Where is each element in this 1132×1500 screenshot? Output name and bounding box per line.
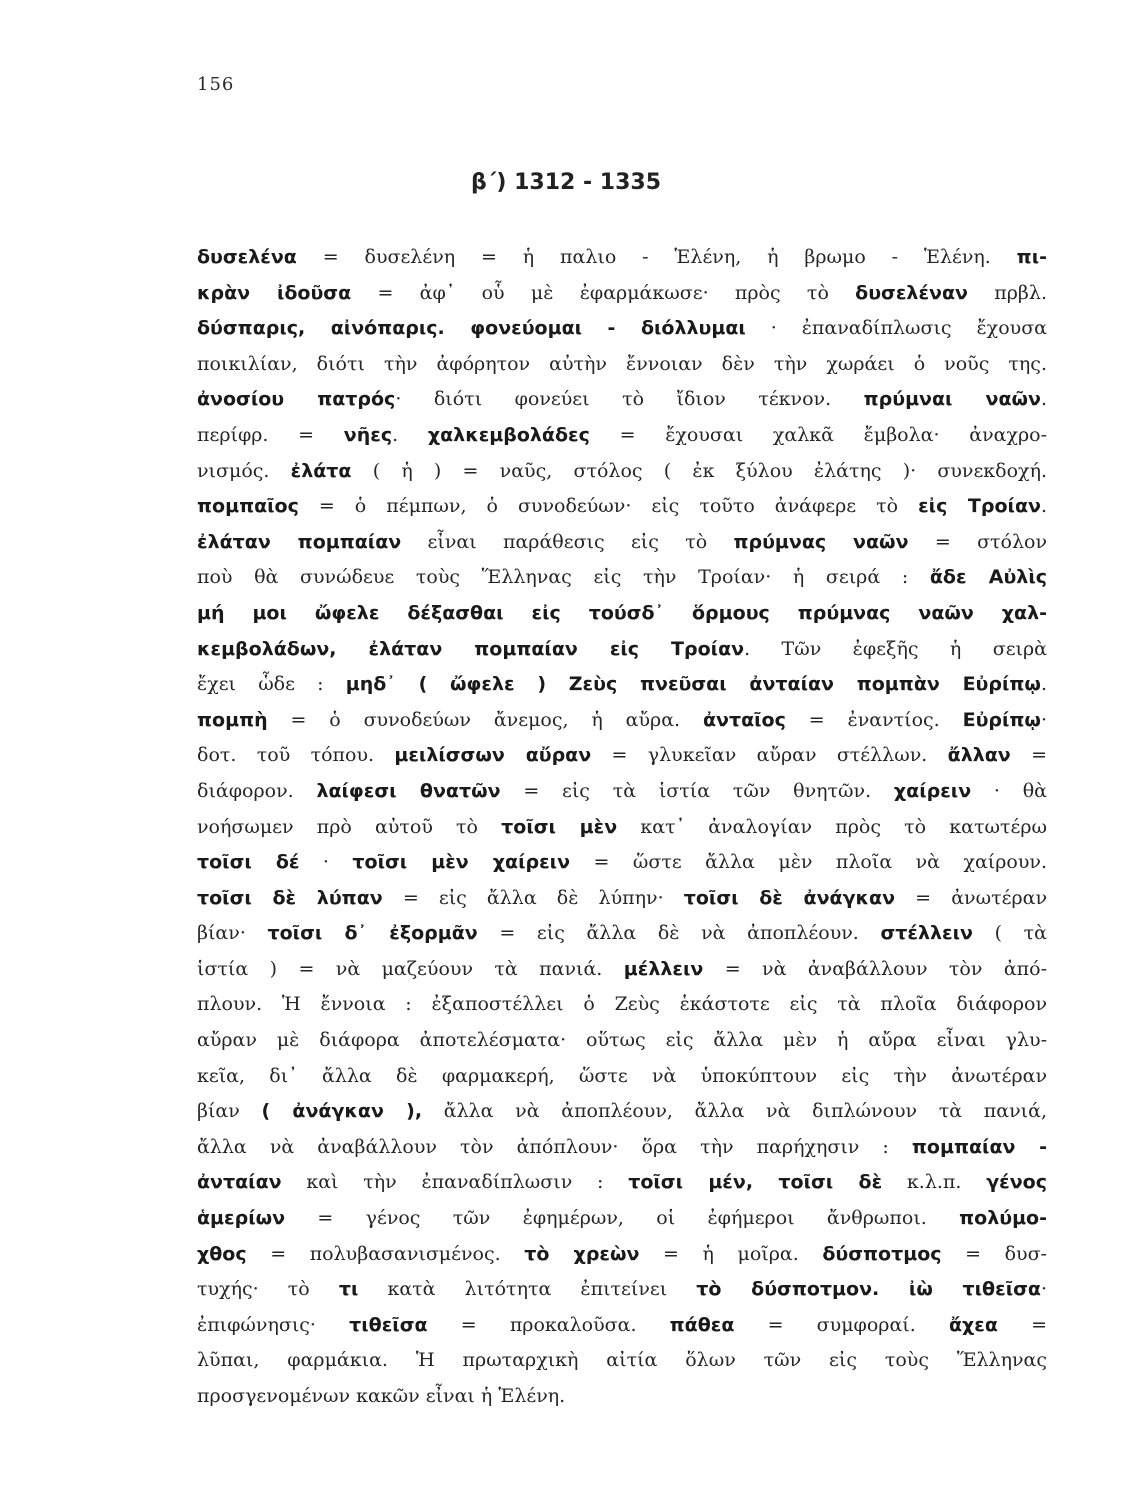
gloss-text: βίαν· bbox=[197, 922, 268, 945]
gloss-text: = bbox=[997, 1313, 1047, 1336]
gloss-text: · bbox=[1040, 708, 1047, 731]
gloss-text: κατὰ λιτότητα ἐπιτείνει bbox=[358, 1278, 697, 1301]
lemma-term: πομπὴ bbox=[197, 708, 268, 731]
gloss-text: ( ἡ ) = ναῦς, στόλος ( ἐκ ξύλου ἐλάτης )· συνεκδοχή. bbox=[351, 459, 1047, 482]
lemma-term: πάθεα bbox=[669, 1313, 735, 1336]
lemma-term: τοῖσι μέν, τοῖσι δὲ bbox=[628, 1171, 883, 1194]
gloss-text: = εἰς τὰ ἱστία τῶν θνητῶν. bbox=[500, 779, 894, 802]
text-line bbox=[197, 774, 1047, 810]
lemma-term: ἁμερίων bbox=[197, 1207, 286, 1230]
gloss-text: = bbox=[1010, 744, 1047, 767]
lemma-term: δύσποτμος bbox=[822, 1242, 942, 1265]
gloss-text: πρβλ. bbox=[967, 281, 1047, 304]
lemma-term: τοῖσι δὲ λύπαν bbox=[197, 886, 383, 909]
gloss-text: καὶ τὴν ἐπαναδίπλωσιν : bbox=[281, 1171, 629, 1194]
lemma-term: δυσελένα bbox=[197, 246, 297, 268]
gloss-text: = δυσελένη = ἡ παλιο - Ἑλένη, ἡ βρωμο - Ἑλένη. bbox=[296, 246, 1017, 268]
gloss-text: ἐπιφώνησις· bbox=[197, 1313, 350, 1336]
text-line bbox=[197, 418, 1047, 454]
lemma-term: χθος bbox=[197, 1242, 247, 1265]
text-line bbox=[197, 987, 1047, 1023]
gloss-text: . bbox=[1040, 673, 1047, 696]
gloss-text: βίαν bbox=[197, 1100, 262, 1123]
gloss-text: προσγενομένων κακῶν εἶναι ἡ Ἑλένη. bbox=[197, 1385, 566, 1407]
gloss-text: εἶναι παράθεσις εἰς τὸ bbox=[401, 530, 734, 553]
gloss-text: περίφρ. = bbox=[197, 423, 344, 446]
lemma-term: τι bbox=[338, 1278, 359, 1301]
gloss-text: = ὁ συνοδεύων ἄνεμος, ἡ αὔρα. bbox=[267, 708, 703, 731]
lemma-term: μειλίσσων αὔραν bbox=[394, 744, 592, 767]
lemma-term: τοῖσι δέ bbox=[197, 851, 300, 874]
gloss-text: . Τῶν ἐφεξῆς ἡ σειρὰ bbox=[744, 637, 1047, 660]
lemma-term: τοῖσι δ᾽ ἐξορμᾶν bbox=[267, 922, 478, 945]
gloss-text: . bbox=[1040, 495, 1047, 518]
gloss-text: · ἐπαναδίπλωσις ἔχουσα bbox=[745, 317, 1047, 340]
gloss-text: · bbox=[1040, 1278, 1047, 1301]
text-line bbox=[197, 1165, 1047, 1201]
gloss-text: νισμός. bbox=[197, 459, 291, 482]
text-line bbox=[197, 1023, 1047, 1059]
lemma-term: Εὐρίπῳ bbox=[962, 708, 1041, 731]
lemma-term: λαίφεσι θνατῶν bbox=[316, 779, 501, 802]
text-line bbox=[197, 881, 1047, 917]
gloss-text: . bbox=[392, 423, 428, 446]
gloss-text: νοήσωμεν πρὸ αὐτοῦ τὸ bbox=[197, 815, 502, 838]
lemma-term: γένος bbox=[986, 1171, 1047, 1194]
text-line bbox=[197, 347, 1047, 383]
text-line bbox=[197, 703, 1047, 739]
lemma-term: ἐλάτα bbox=[290, 459, 352, 482]
lemma-term: πρύμνας ναῶν bbox=[733, 530, 909, 553]
text-line bbox=[197, 1272, 1047, 1308]
gloss-text: ποικιλίαν, διότι τὴν ἀφόρητον αὐτὴν ἔννοιαν δὲν τὴν χωράει ὁ νοῦς της. bbox=[197, 352, 1047, 375]
gloss-text: = εἰς ἄλλα δὲ νὰ ἀποπλέουν. bbox=[477, 922, 881, 945]
gloss-text: κ.λ.π. bbox=[882, 1171, 987, 1194]
text-line bbox=[197, 560, 1047, 596]
text-line bbox=[197, 311, 1047, 347]
lemma-term: χαίρειν bbox=[893, 779, 972, 802]
lemma-term: δύσπαρις, αἰνόπαρις. φονεύομαι - διόλλυμαι bbox=[197, 317, 746, 340]
gloss-text: = γλυκεῖαν αὔραν στέλλων. bbox=[591, 744, 948, 767]
lemma-term: μέλλειν bbox=[623, 957, 704, 980]
gloss-text: = εἰς ἄλλα δὲ λύπην· bbox=[382, 886, 684, 909]
gloss-text: λῦπαι, φαρμάκια. Ἡ πρωταρχικὴ αἰτία ὅλων τῶν εἰς τοὺς Ἕλληνας bbox=[197, 1349, 1047, 1372]
text-line bbox=[197, 489, 1047, 525]
gloss-text: = στόλον bbox=[908, 530, 1048, 553]
text-line bbox=[197, 845, 1047, 881]
gloss-text: = δυσ- bbox=[941, 1242, 1047, 1265]
lemma-term: τοῖσι δὲ ἀνάγκαν bbox=[683, 886, 896, 909]
gloss-text: ἄλλα νὰ ἀποπλέουν, ἄλλα νὰ διπλώνουν τὰ πανιά, bbox=[422, 1100, 1047, 1123]
text-line bbox=[197, 1201, 1047, 1237]
gloss-text: = νὰ ἀναβάλλουν τὸν ἀπό- bbox=[703, 957, 1047, 980]
lemma-term: μηδ᾽ ( ὤφελε ) Ζεὺς πνεῦσαι ἀνταίαν πομπὰν Εὐρίπῳ bbox=[345, 673, 1041, 696]
lemma-term: ἀνταίαν bbox=[197, 1171, 282, 1194]
gloss-text: = ὁ πέμπων, ὁ συνοδεύων· εἰς τοῦτο ἀνάφερε τὸ bbox=[298, 495, 919, 518]
lemma-term: πολύμο- bbox=[959, 1207, 1047, 1230]
lemma-term: κρὰν ἰδοῦσα bbox=[197, 281, 352, 304]
gloss-text: αὔραν μὲ διάφορα ἀποτελέσματα· οὕτως εἰς ἄλλα μὲν ἡ αὔρα εἶναι γλυ- bbox=[197, 1029, 1047, 1052]
gloss-text: = ἐναντίος. bbox=[785, 708, 963, 731]
gloss-text: πλουν. Ἡ ἔννοια : ἐξαποστέλλει ὁ Ζεὺς ἑκάστοτε εἰς τὰ πλοῖα διάφορον bbox=[197, 993, 1047, 1016]
text-line bbox=[197, 738, 1047, 774]
gloss-text: = πολυβασανισμένος. bbox=[246, 1242, 525, 1265]
gloss-text: ἔχει ὧδε : bbox=[197, 673, 346, 696]
text-line bbox=[197, 1379, 1047, 1415]
text-line bbox=[197, 382, 1047, 418]
commentary-body bbox=[197, 240, 1047, 1415]
gloss-text: ( τὰ bbox=[972, 922, 1047, 945]
gloss-text: = ἡ μοῖρα. bbox=[639, 1242, 823, 1265]
lemma-term: τοῖσι μὲν χαίρειν bbox=[352, 851, 571, 874]
lemma-term: πρύμναι ναῶν bbox=[863, 388, 1041, 411]
text-line bbox=[197, 810, 1047, 846]
lemma-term: στέλλειν bbox=[880, 922, 973, 945]
gloss-text: διάφορον. bbox=[197, 779, 317, 802]
text-line bbox=[197, 1237, 1047, 1273]
lemma-term: τοῖσι μὲν bbox=[501, 815, 618, 838]
text-line bbox=[197, 596, 1047, 632]
text-line bbox=[197, 1059, 1047, 1095]
text-line bbox=[197, 525, 1047, 561]
text-line bbox=[197, 632, 1047, 668]
lemma-term: ( ἀνάγκαν ), bbox=[261, 1100, 423, 1123]
text-line bbox=[197, 667, 1047, 703]
lemma-term: τὸ δύσποτμον. ἰὼ τιθεῖσα bbox=[696, 1278, 1041, 1301]
lemma-term: ἀνταῖος bbox=[702, 708, 786, 731]
text-line bbox=[197, 1130, 1047, 1166]
lemma-term: μή μοι ὤφελε δέξασθαι εἰς τούσδ᾽ ὅρμους πρύμνας ναῶν χαλ- bbox=[197, 601, 1047, 624]
lemma-term: εἰς Τροίαν bbox=[918, 495, 1041, 518]
lemma-term: κεμβολάδων, ἐλάταν πομπαίαν εἰς Τροίαν bbox=[197, 637, 745, 660]
lemma-term: τὸ χρεὼν bbox=[524, 1242, 640, 1265]
gloss-text: = ἔχουσαι χαλκᾶ ἔμβολα· ἀναχρο- bbox=[589, 423, 1047, 446]
lemma-term: χαλκεμβολάδες bbox=[427, 423, 590, 446]
lemma-term: ἐλάταν πομπαίαν bbox=[197, 530, 402, 553]
lemma-term: ἄδε Αὐλὶς bbox=[929, 566, 1047, 589]
gloss-text: τυχής· τὸ bbox=[197, 1278, 339, 1301]
lemma-term: δυσελέναν bbox=[855, 281, 968, 304]
gloss-text: . bbox=[1040, 388, 1048, 411]
text-line bbox=[197, 1094, 1047, 1130]
lemma-term: πι- bbox=[1016, 246, 1047, 268]
section-heading: β΄) 1312 - 1335 bbox=[470, 170, 662, 195]
lemma-term: ἄχεα bbox=[948, 1313, 998, 1336]
gloss-text: = ὥστε ἄλλα μὲν πλοῖα νὰ χαίρουν. bbox=[570, 851, 1047, 874]
page-number: 156 bbox=[197, 74, 235, 95]
gloss-text: ἱστία ) = νὰ μαζεύουν τὰ πανιά. bbox=[197, 957, 624, 980]
text-line bbox=[197, 1343, 1047, 1379]
text-line bbox=[197, 276, 1047, 312]
gloss-text: ποὺ θὰ συνώδευε τοὺς Ἕλληνας εἰς τὴν Τροίαν· ἡ σειρά : bbox=[197, 566, 930, 589]
text-line bbox=[197, 240, 1047, 276]
gloss-text: = συμφοραί. bbox=[734, 1313, 949, 1336]
gloss-text: = προκαλοῦσα. bbox=[427, 1313, 670, 1336]
text-line bbox=[197, 454, 1047, 490]
gloss-text: ἄλλα νὰ ἀναβάλλουν τὸν ἀπόπλουν· ὅρα τὴν παρήχησιν : bbox=[197, 1135, 912, 1158]
gloss-text: · θὰ bbox=[971, 779, 1047, 802]
gloss-text: · διότι φονεύει τὸ ἴδιον τέκνον. bbox=[395, 388, 864, 411]
lemma-term: νῆες bbox=[343, 423, 393, 446]
lemma-term: τιθεῖσα bbox=[349, 1313, 428, 1336]
text-line bbox=[197, 916, 1047, 952]
gloss-text: = ἀφ᾽ οὗ μὲ ἐφαρμάκωσε· πρὸς τὸ bbox=[351, 281, 856, 304]
gloss-text: δοτ. τοῦ τόπου. bbox=[197, 744, 395, 767]
lemma-term: πομπαίαν - bbox=[911, 1135, 1047, 1158]
text-line bbox=[197, 1308, 1047, 1344]
gloss-text: κεῖα, δι᾽ ἄλλα δὲ φαρμακερή, ὥστε νὰ ὑποκύπτουν εἰς τὴν ἀνωτέραν bbox=[197, 1064, 1047, 1087]
text-line bbox=[197, 952, 1047, 988]
gloss-text: κατ᾽ ἀναλογίαν πρὸς τὸ κατωτέρω bbox=[617, 815, 1047, 838]
gloss-text: · bbox=[299, 851, 353, 874]
lemma-term: πομπαῖος bbox=[197, 495, 299, 518]
gloss-text: = ἀνωτέραν bbox=[895, 886, 1047, 909]
lemma-term: ἀνοσίου πατρός bbox=[197, 388, 396, 411]
lemma-term: ἄλλαν bbox=[947, 744, 1011, 767]
gloss-text: = γένος τῶν ἐφημέρων, οἱ ἐφήμεροι ἄνθρωποι. bbox=[285, 1207, 960, 1230]
